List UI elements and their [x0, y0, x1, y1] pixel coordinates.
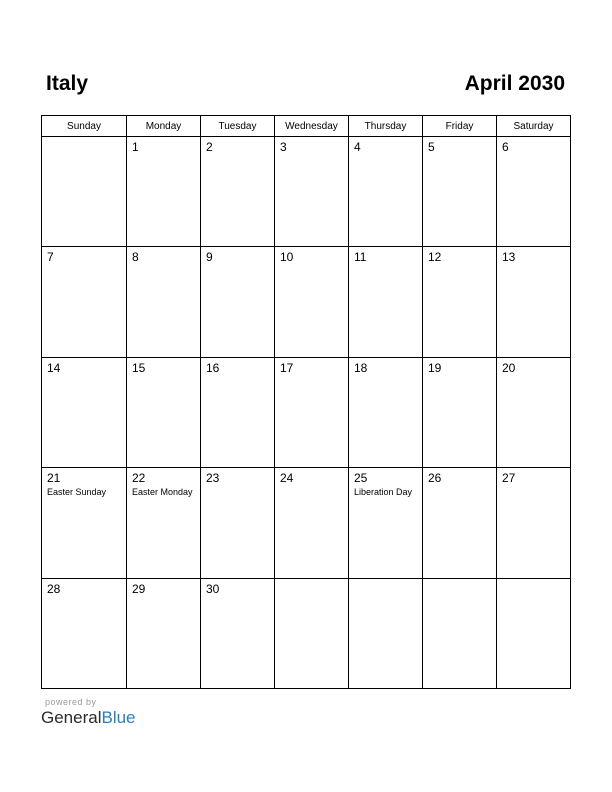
weekday-monday: Monday — [127, 116, 201, 137]
day-cell — [201, 468, 275, 578]
day-number: 24 — [280, 471, 294, 486]
day-number: 20 — [502, 360, 516, 375]
brand-name-part2: Blue — [101, 708, 136, 727]
holiday-label: Liberation Day — [354, 487, 413, 498]
day-number: 16 — [206, 360, 220, 375]
day-number: 23 — [206, 471, 220, 486]
weekday-saturday: Saturday — [497, 116, 571, 137]
day-number — [42, 137, 126, 141]
day-number: 15 — [132, 360, 146, 375]
day-cell — [275, 357, 349, 467]
day-cell — [423, 578, 497, 688]
day-cell — [349, 578, 423, 688]
day-cell — [201, 247, 275, 357]
day-number: 26 — [428, 471, 442, 486]
day-cell — [127, 247, 201, 357]
day-number: 13 — [502, 250, 516, 265]
day-cell — [423, 357, 497, 467]
day-number: 12 — [428, 250, 442, 265]
day-cell — [349, 357, 423, 467]
day-number: 11 — [354, 250, 367, 265]
day-number: 25 — [354, 471, 368, 486]
day-cell — [42, 578, 127, 688]
day-cell — [275, 468, 349, 578]
day-cell — [423, 137, 497, 247]
day-number: 29 — [132, 581, 146, 596]
day-number — [349, 579, 422, 583]
week-row — [42, 247, 571, 357]
day-number: 6 — [502, 140, 509, 154]
weekday-thursday: Thursday — [349, 116, 423, 137]
day-cell — [349, 468, 423, 578]
calendar-grid — [41, 115, 571, 689]
day-number: 14 — [47, 360, 61, 375]
day-number: 9 — [206, 250, 213, 265]
day-cell — [349, 137, 423, 247]
day-number: 28 — [47, 581, 61, 596]
holiday-label: Easter Sunday — [47, 487, 107, 498]
day-cell — [127, 578, 201, 688]
day-cell — [423, 468, 497, 578]
week-row — [42, 578, 571, 688]
brand-name-part1: General — [41, 708, 102, 727]
day-number: 4 — [354, 140, 361, 154]
day-cell — [42, 357, 127, 467]
day-cell — [497, 468, 571, 578]
day-number: 7 — [47, 250, 54, 265]
day-cell — [42, 468, 127, 578]
day-cell — [127, 357, 201, 467]
month-title: April 2030 — [464, 72, 565, 95]
day-number: 10 — [280, 250, 294, 265]
day-number: 1 — [132, 140, 139, 154]
day-cell — [497, 137, 571, 247]
day-cell — [127, 468, 201, 578]
day-number: 8 — [132, 250, 139, 265]
day-number — [497, 579, 570, 583]
day-cell — [275, 578, 349, 688]
week-row — [42, 357, 571, 467]
weekday-wednesday: Wednesday — [275, 116, 349, 137]
day-cell — [275, 137, 349, 247]
day-number: 22 — [132, 471, 146, 486]
day-cell — [275, 247, 349, 357]
weekday-tuesday: Tuesday — [201, 116, 275, 137]
day-cell — [497, 578, 571, 688]
day-number — [275, 579, 348, 583]
day-cell — [497, 247, 571, 357]
day-number: 5 — [428, 140, 435, 154]
weekday-sunday: Sunday — [42, 116, 127, 137]
day-cell — [42, 137, 127, 247]
day-number: 30 — [206, 581, 220, 596]
brand-logo[interactable] — [41, 707, 136, 729]
week-row — [42, 137, 571, 247]
day-cell — [349, 247, 423, 357]
day-cell — [201, 357, 275, 467]
day-cell — [201, 137, 275, 247]
holiday-label: Easter Monday — [132, 487, 193, 498]
day-cell — [127, 137, 201, 247]
day-cell — [42, 247, 127, 357]
day-cell — [201, 578, 275, 688]
day-number: 3 — [280, 140, 287, 154]
day-number: 27 — [502, 471, 516, 486]
day-number: 18 — [354, 360, 368, 375]
powered-by-text: powered by — [45, 697, 97, 707]
day-cell — [497, 357, 571, 467]
week-row — [42, 468, 571, 578]
day-number: 21 — [47, 471, 61, 486]
country-title: Italy — [46, 72, 89, 95]
day-cell — [423, 247, 497, 357]
day-number: 19 — [428, 360, 442, 375]
day-number — [423, 579, 496, 583]
weekday-header-row — [42, 116, 571, 137]
weekday-friday: Friday — [423, 116, 497, 137]
day-number: 2 — [206, 140, 213, 154]
day-number: 17 — [280, 360, 294, 375]
